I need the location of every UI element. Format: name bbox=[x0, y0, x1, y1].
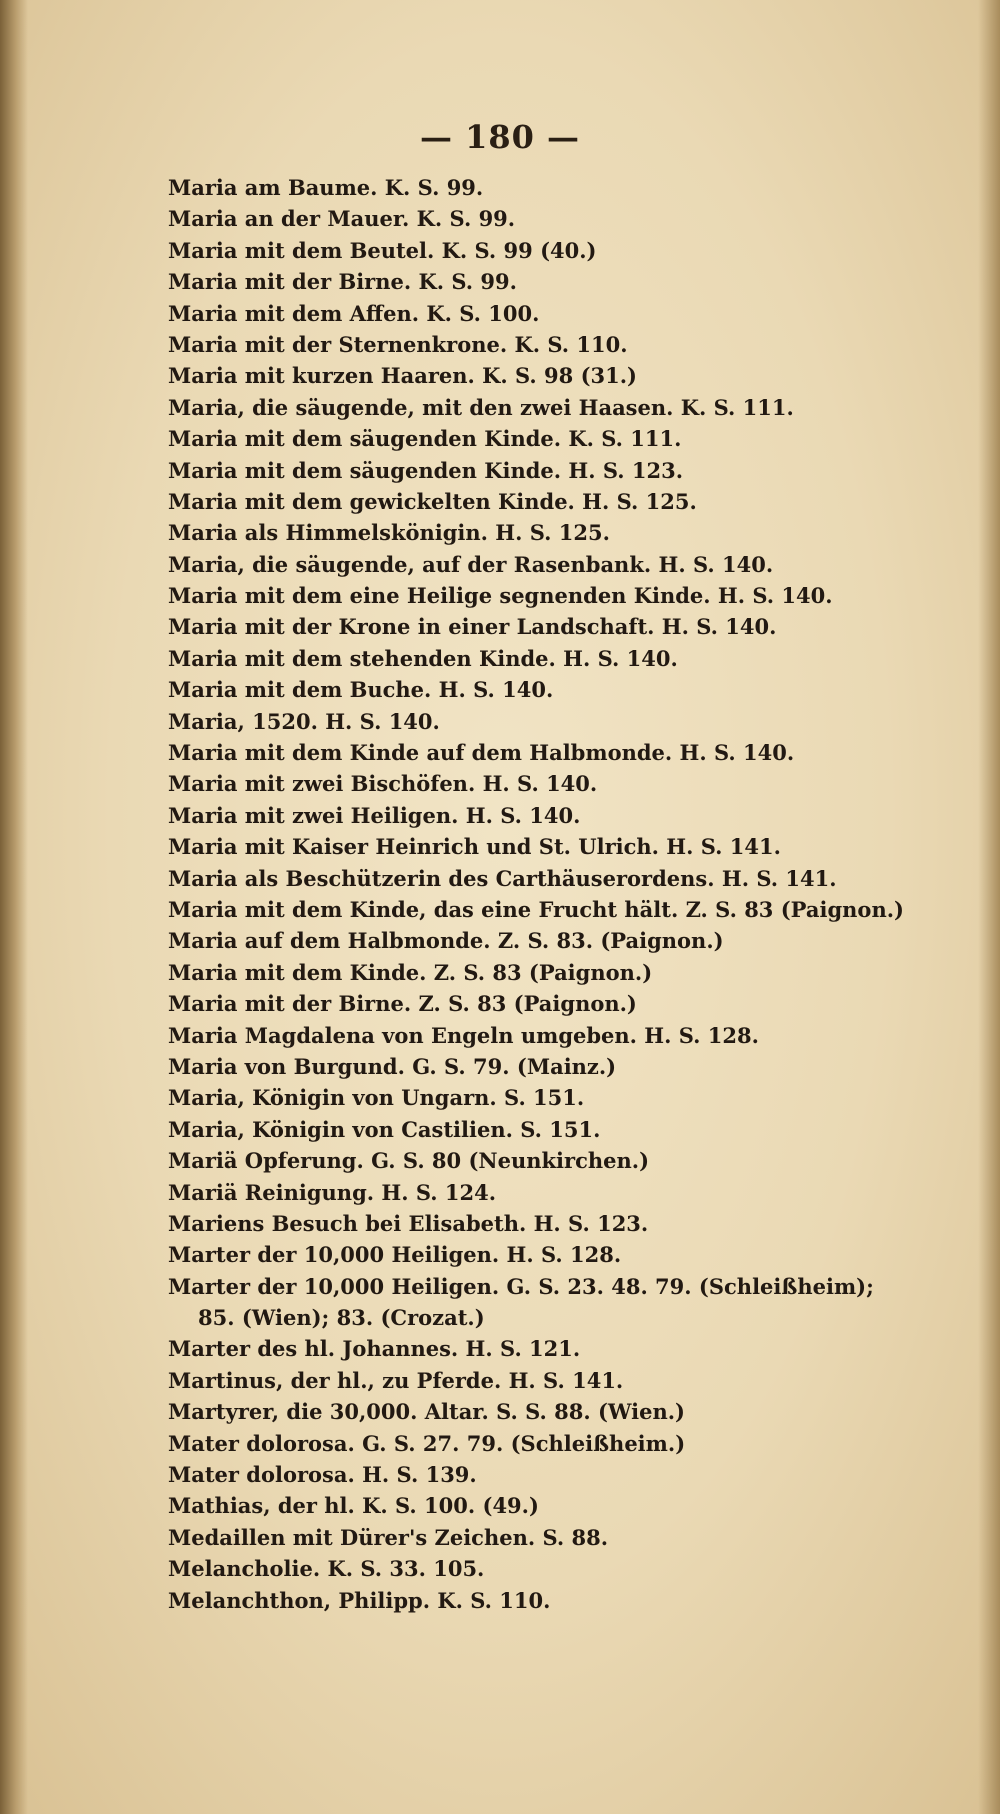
index-entry: Maria mit der Sternenkrone. K. S. 110. bbox=[168, 331, 628, 357]
index-entry: Martyrer, die 30,000. Altar. S. S. 88. (Wien.) bbox=[168, 1399, 685, 1425]
index-entry: Maria als Himmelskönigin. H. S. 125. bbox=[168, 520, 610, 546]
page-number-header: — 180 — bbox=[419, 118, 581, 156]
index-entry: Mater dolorosa. H. S. 139. bbox=[168, 1462, 477, 1488]
index-entry: Maria auf dem Halbmonde. Z. S. 83. (Paignon.) bbox=[168, 928, 724, 954]
index-entry: Maria an der Mauer. K. S. 99. bbox=[168, 206, 516, 232]
index-entry: Maria mit der Birne. Z. S. 83 (Paignon.) bbox=[168, 991, 637, 1017]
index-entry: Maria mit dem eine Heilige segnenden Kinde. H. S. 140. bbox=[168, 583, 833, 609]
index-entry: Mariä Opferung. G. S. 80 (Neunkirchen.) bbox=[168, 1148, 650, 1174]
index-entry: Maria am Baume. K. S. 99. bbox=[168, 175, 484, 200]
index-entry: Mater dolorosa. G. S. 27. 79. (Schleißheim.) bbox=[168, 1430, 686, 1456]
index-entry: Maria mit dem Buche. H. S. 140. bbox=[168, 677, 554, 703]
index-entry: Maria mit der Birne. K. S. 99. bbox=[168, 269, 517, 295]
index-entry: Mariens Besuch bei Elisabeth. H. S. 123. bbox=[168, 1210, 649, 1236]
index-entry: Maria Magdalena von Engeln umgeben. H. S. 128. bbox=[168, 1022, 759, 1048]
index-entry: Maria mit dem Affen. K. S. 100. bbox=[168, 300, 540, 326]
index-entry: Maria, die säugende, mit den zwei Haasen. K. S. 111. bbox=[168, 394, 794, 420]
index-entry-list bbox=[168, 172, 968, 1616]
index-entry: Maria mit der Krone in einer Landschaft. H. S. 140. bbox=[168, 614, 777, 640]
index-entry: Maria mit dem säugenden Kinde. H. S. 123. bbox=[168, 457, 684, 483]
index-entry: Marter des hl. Johannes. H. S. 121. bbox=[168, 1336, 581, 1362]
index-entry: Marter der 10,000 Heiligen. H. S. 128. bbox=[168, 1242, 622, 1268]
index-entry: Medaillen mit Dürer's Zeichen. S. 88. bbox=[168, 1524, 609, 1550]
index-entry: Marter der 10,000 Heiligen. G. S. 23. 48. 79. (Schleißheim); bbox=[168, 1273, 874, 1299]
index-entry: Melanchthon, Philipp. K. S. 110. bbox=[168, 1587, 551, 1613]
index-entry: Maria mit dem stehenden Kinde. H. S. 140. bbox=[168, 645, 678, 671]
index-entry: Maria mit kurzen Haaren. K. S. 98 (31.) bbox=[168, 363, 637, 389]
index-entry: Maria mit zwei Heiligen. H. S. 140. bbox=[168, 802, 581, 828]
index-entry: Maria mit dem gewickelten Kinde. H. S. 125. bbox=[168, 488, 697, 514]
index-entry: Maria mit dem Beutel. K. S. 99 (40.) bbox=[168, 237, 597, 263]
index-entry: Maria, Königin von Castilien. S. 151. bbox=[168, 1116, 601, 1142]
index-entry: Maria von Burgund. G. S. 79. (Mainz.) bbox=[168, 1053, 617, 1079]
index-entry: Maria, die säugende, auf der Rasenbank. H. S. 140. bbox=[168, 551, 774, 577]
index-entry: Maria mit Kaiser Heinrich und St. Ulrich. H. S. 141. bbox=[168, 834, 781, 860]
index-entry: Maria mit dem säugenden Kinde. K. S. 111. bbox=[168, 426, 682, 452]
index-entry: Maria mit dem Kinde, das eine Frucht hält. Z. S. 83 (Paignon.) bbox=[168, 896, 904, 922]
index-entry: Maria, 1520. H. S. 140. bbox=[168, 708, 440, 734]
index-entry: Maria mit dem Kinde auf dem Halbmonde. H. S. 140. bbox=[168, 740, 795, 766]
index-entry: Maria als Beschützerin des Carthäuserordens. H. S. 141. bbox=[168, 865, 837, 891]
index-entry: Mariä Reinigung. H. S. 124. bbox=[168, 1179, 497, 1205]
index-entry: Maria, Königin von Ungarn. S. 151. bbox=[168, 1085, 585, 1111]
index-entry-continuation: 85. (Wien); 83. (Crozat.) bbox=[198, 1305, 485, 1331]
index-entry: Melancholie. K. S. 33. 105. bbox=[168, 1556, 485, 1582]
index-entry: Maria mit dem Kinde. Z. S. 83 (Paignon.) bbox=[168, 959, 653, 985]
index-entry: Maria mit zwei Bischöfen. H. S. 140. bbox=[168, 771, 598, 797]
index-entry: Martinus, der hl., zu Pferde. H. S. 141. bbox=[168, 1367, 624, 1393]
index-entry: Mathias, der hl. K. S. 100. (49.) bbox=[168, 1493, 539, 1519]
